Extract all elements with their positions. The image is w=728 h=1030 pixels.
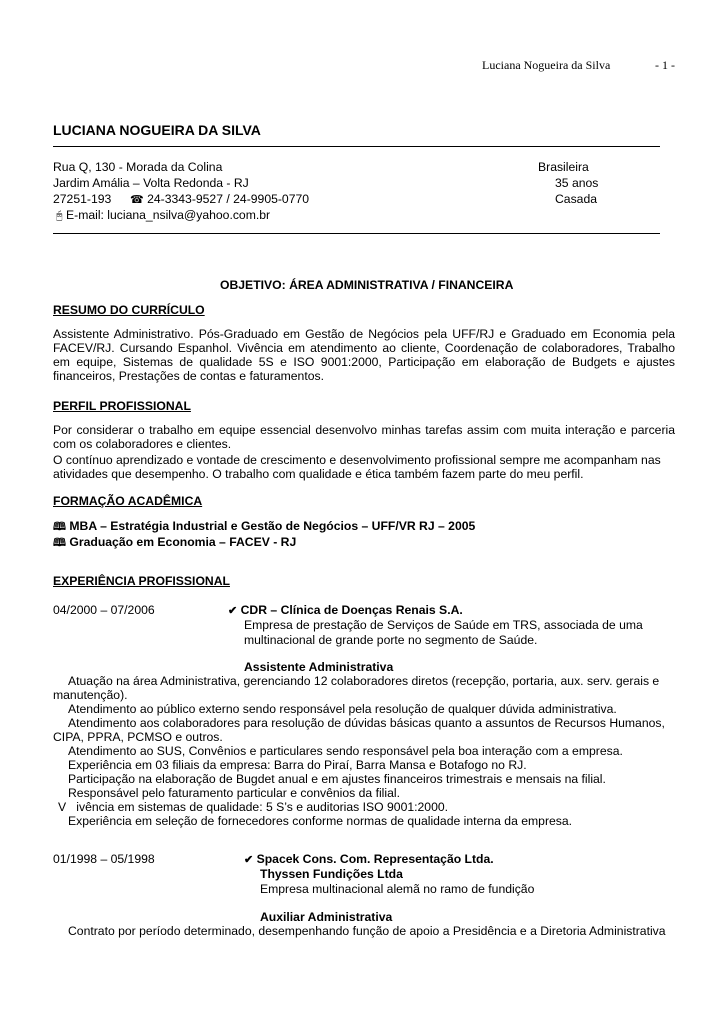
job-duty: Atendimento ao público externo sendo responsável pela resolução de qualquer dúvida administrativa. (68, 702, 617, 716)
mouse-icon: 🖰 (56, 210, 63, 222)
education-item: 🕮 Graduação em Economia – FACEV - RJ (53, 535, 297, 549)
profile-text-2: O contínuo aprendizado e vontade de crescimento e desenvolvimento profissional sempre me acompanham nas atividades que desempenho. O trabalho com qualidade e ética também fazem parte do meu perfil. (53, 453, 661, 481)
telephone-icon: ☎ (130, 194, 144, 206)
age: 35 anos (555, 176, 599, 190)
job-duty: Experiência em seleção de fornecedores conforme normas de qualidade interna da empresa. (68, 814, 573, 828)
job-duty: Atendimento ao SUS, Convênios e particulares sendo responsável pela boa interação com a empresa. (68, 744, 623, 758)
divider (53, 146, 660, 147)
section-heading-experience: EXPERIÊNCIA PROFISSIONAL (53, 574, 230, 588)
email[interactable]: E-mail: luciana_nsilva@yahoo.com.br (66, 208, 271, 222)
phone-numbers: 24-3343-9527 / 24-9905-0770 (147, 192, 310, 206)
job-description: Empresa multinacional alemã no ramo de fundição (260, 882, 535, 896)
objective: OBJETIVO: ÁREA ADMINISTRATIVA / FINANCEIRA (220, 278, 514, 292)
job-duty: CIPA, PPRA, PCMSO e outros. (53, 730, 223, 744)
address-line-1: Rua Q, 130 - Morada da Colina (53, 160, 223, 174)
marital-status: Casada (555, 192, 598, 206)
job-duty: Experiência em 03 filiais da empresa: Barra do Piraí, Barra Mansa e Botafogo no RJ. (68, 758, 527, 772)
profile-text-1: Por considerar o trabalho em equipe essencial desenvolvo minhas tarefas assim com muita interação e parceria com os colaboradores e clientes. (53, 423, 675, 451)
page-number: - 1 - (655, 58, 675, 72)
job-company-2: Thyssen Fundições Ltda (260, 867, 403, 881)
job-duty: Atendimento aos colaboradores para resolução de dúvidas básicas quanto a assuntos de Recursos Humanos, (68, 716, 665, 730)
email-line (56, 208, 270, 223)
job-role: Assistente Administrativa (244, 660, 394, 674)
section-heading-summary: RESUMO DO CURRÍCULO (53, 303, 205, 317)
job-duty: Contrato por período determinado, desempenhando função de apoio a Presidência e a Diretoria Administrativa (68, 924, 666, 938)
job-company: ✔ Spacek Cons. Com. Representação Ltda. (244, 852, 494, 866)
job-duty: Participação na elaboração de Bugdet anual e em ajustes financeiros trimestrais e mensais na filial. (68, 772, 606, 786)
summary-text: Assistente Administrativo. Pós-Graduado em Gestão de Negócios pela UFF/RJ e Graduado em Economia pela FACEV/RJ. Cursando Espanhol. Vivência em atendimento ao cliente, Coordenação de colaboradores, Trabalho em equipe, Sistemas de qualidade 5S e ISO 9001:2000, Participação em elaboração de Budgets e ajustes financeiros, Prestações de contas e faturamentos. (53, 327, 675, 383)
section-heading-profile: PERFIL PROFISSIONAL (53, 399, 191, 413)
checkmark-icon: ✔ (244, 854, 254, 866)
job-description: Empresa de prestação de Serviços de Saúde em TRS, associada de uma (244, 618, 643, 632)
job-period: 01/1998 – 05/1998 (53, 852, 155, 866)
address-line-2: Jardim Amália – Volta Redonda - RJ (53, 176, 249, 190)
header-name: Luciana Nogueira da Silva (482, 58, 611, 72)
job-role: Auxiliar Administrativa (260, 910, 393, 924)
job-duty: V ivência em sistemas de qualidade: 5 S’s e auditorias ISO 9001:2000. (58, 800, 449, 814)
job-duty: manutenção). (53, 688, 128, 702)
job-duty: Responsável pelo faturamento particular e convênios da filial. (68, 786, 400, 800)
job-period: 04/2000 – 07/2006 (53, 603, 155, 617)
nationality: Brasileira (538, 160, 589, 174)
phone-line (130, 192, 309, 207)
cep: 27251-193 (53, 192, 112, 206)
section-heading-education: FORMAÇÃO ACADÊMICA (53, 494, 203, 508)
page-title: LUCIANA NOGUEIRA DA SILVA (53, 122, 261, 138)
checkmark-icon: ✔ (228, 605, 238, 617)
open-book-icon: 🕮 (53, 537, 66, 549)
job-description: multinacional de grande porte no segmento de Saúde. (244, 633, 538, 647)
divider (53, 233, 660, 234)
education-item: 🕮 MBA – Estratégia Industrial e Gestão de Negócios – UFF/VR RJ – 2005 (53, 519, 476, 533)
job-company: ✔ CDR – Clínica de Doenças Renais S.A. (228, 603, 463, 617)
open-book-icon: 🕮 (53, 521, 66, 533)
job-duty: Atuação na área Administrativa, gerenciando 12 colaboradores diretos (recepção, portaria, aux. serv. gerais e (68, 674, 660, 688)
